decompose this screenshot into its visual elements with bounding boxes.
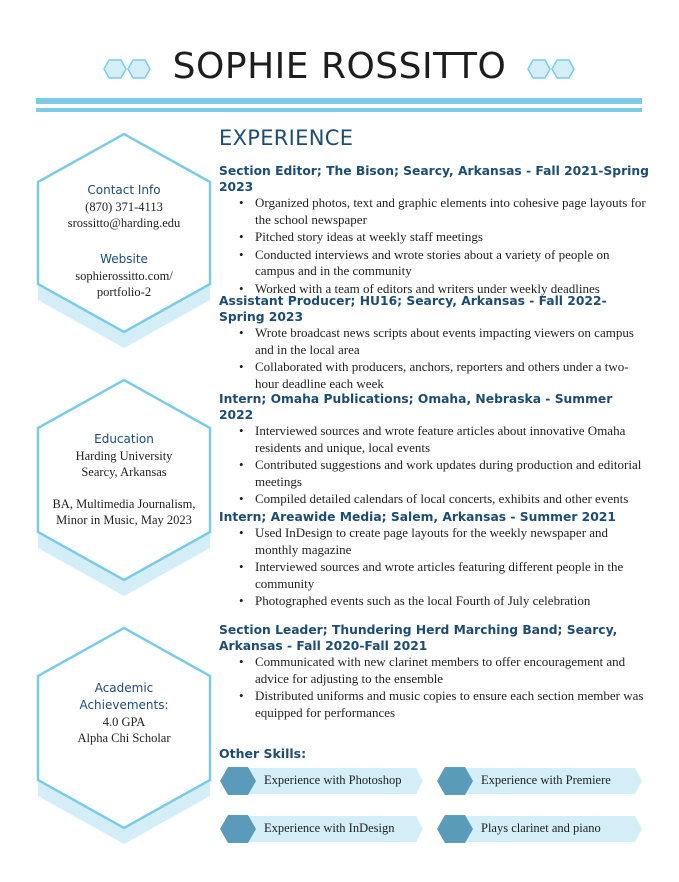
job-bullet: • Conducted interviews and wrote stories about a variety of people on campus and in the community — [239, 247, 649, 280]
job-bullet: • Wrote broadcast news scripts about events impacting viewers on campus and in the local area — [239, 325, 649, 358]
skill-label: Experience with InDesign — [264, 821, 395, 835]
job-bullet: • Photographed events such as the local Fourth of July celebration — [239, 593, 649, 610]
job-bullet: • Worked with a team of editors and writers under weekly deadlines — [239, 281, 649, 298]
job-bullet: • Used InDesign to create page layouts for the weekly newspaper and monthly magazine — [239, 525, 649, 558]
skill-item — [435, 766, 642, 796]
experience-heading: EXPERIENCE — [219, 126, 354, 150]
job-bullet-list — [219, 423, 649, 508]
website-line-2[interactable]: portfolio-2 — [96, 285, 152, 299]
achievements-heading-line-2: Achievements: — [79, 698, 169, 712]
education-heading: Education — [94, 432, 154, 446]
job-bullet: • Contributed suggestions and work updates during production and editorial meetings — [239, 457, 649, 490]
page-title: SOPHIE ROSSITTO — [172, 46, 507, 87]
education-location: Searcy, Arkansas — [81, 465, 167, 479]
achievements-gpa: 4.0 GPA — [102, 715, 146, 729]
education-school: Harding University — [75, 449, 173, 463]
website-line-1[interactable]: sophierossitto.com/ — [75, 269, 173, 283]
job-entry — [219, 293, 649, 393]
contact-hexagon — [34, 132, 214, 352]
job-bullet: • Communicated with new clarinet members to offer encouragement and advice for adjusting to the ensemble — [239, 654, 649, 687]
job-title: Assistant Producer; HU16; Searcy, Arkansas - Fall 2022-Spring 2023 — [219, 294, 607, 324]
website-heading: Website — [100, 252, 148, 266]
achievements-heading-line-1: Academic — [94, 681, 154, 695]
skill-item — [218, 766, 423, 796]
header-rule-thin — [36, 108, 642, 112]
skill-item — [435, 814, 642, 844]
job-entry — [219, 509, 649, 611]
job-bullet: • Pitched story ideas at weekly staff meetings — [239, 229, 649, 246]
job-bullet: • Organized photos, text and graphic elements into cohesive page layouts for the school newspaper — [239, 195, 649, 228]
contact-heading: Contact Info — [87, 183, 161, 197]
job-bullet: • Interviewed sources and wrote feature articles about innovative Omaha residents and unique, local events — [239, 423, 649, 456]
job-title: Section Leader; Thundering Herd Marching Band; Searcy, Arkansas - Fall 2020-Fall 2021 — [219, 623, 618, 653]
job-title: Intern; Areawide Media; Salem, Arkansas - Summer 2021 — [219, 510, 616, 524]
header-rule-thick — [36, 98, 642, 104]
job-bullet-list — [219, 195, 649, 297]
job-bullet-list — [219, 654, 649, 721]
skill-label: Experience with Premiere — [481, 773, 611, 787]
skills-heading: Other Skills: — [219, 746, 307, 761]
education-degree-line-1: BA, Multimedia Journalism, — [52, 497, 196, 511]
job-bullet-list — [219, 325, 649, 392]
job-bullet: • Collaborated with producers, anchors, reporters and others under a two-hour deadline each week — [239, 359, 649, 392]
job-bullet: • Interviewed sources and wrote articles featuring different people in the community — [239, 559, 649, 592]
skill-item — [218, 814, 423, 844]
job-entry — [219, 391, 649, 509]
job-bullet-list — [219, 525, 649, 610]
achievements-hexagon — [34, 626, 214, 848]
job-title: Section Editor; The Bison; Searcy, Arkansas - Fall 2021-Spring 2023 — [219, 164, 649, 194]
job-entry — [219, 622, 644, 722]
skill-label: Plays clarinet and piano — [481, 821, 601, 835]
job-entry — [219, 163, 649, 298]
education-degree-line-2: Minor in Music, May 2023 — [56, 513, 192, 527]
education-hexagon — [34, 378, 214, 600]
skill-label: Experience with Photoshop — [264, 773, 402, 787]
experience-section — [219, 126, 649, 720]
job-bullet: • Compiled detailed calendars of local concerts, exhibits and other events — [239, 491, 649, 508]
job-bullet: • Distributed uniforms and music copies to ensure each section member was equipped for performances — [239, 688, 649, 721]
job-title: Intern; Omaha Publications; Omaha, Nebraska - Summer 2022 — [219, 392, 613, 422]
achievements-honor: Alpha Chi Scholar — [77, 731, 171, 745]
right-hexagon-decoration — [527, 58, 577, 80]
contact-email[interactable]: srossitto@harding.edu — [67, 216, 181, 230]
contact-phone: (870) 371-4113 — [85, 200, 163, 214]
